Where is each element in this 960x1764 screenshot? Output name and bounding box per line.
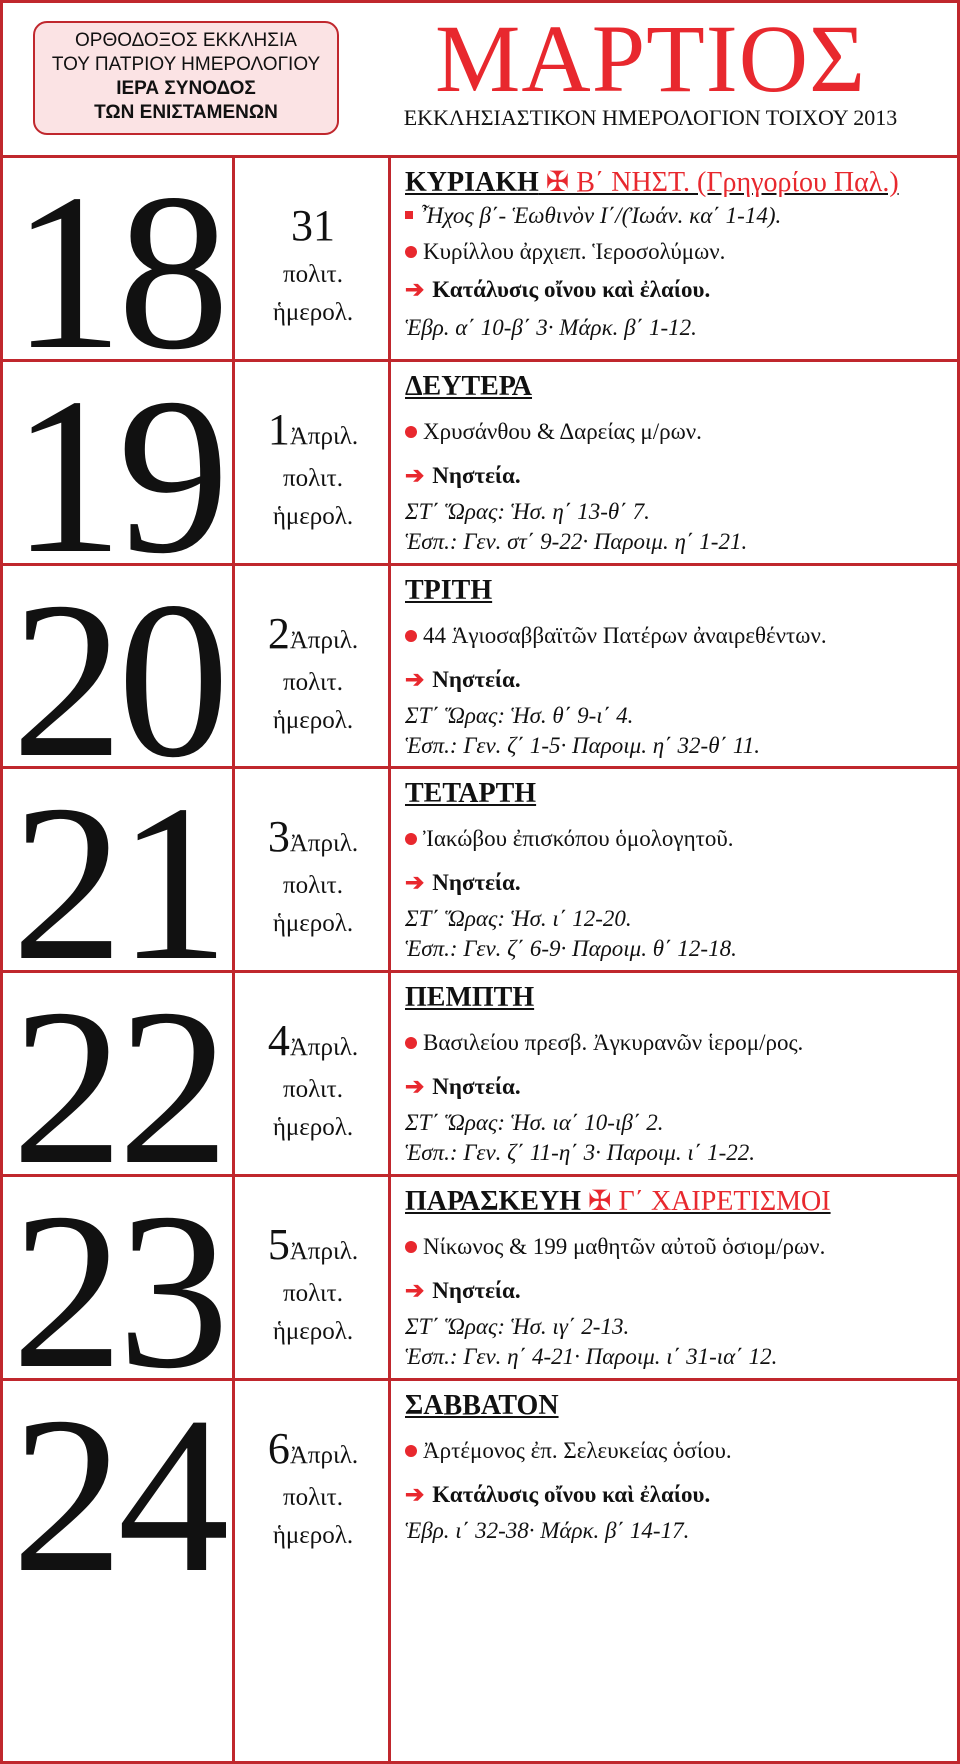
reading-1 <box>405 1517 689 1545</box>
old-date <box>235 1221 391 1276</box>
calendar-subtitle: ΕΚΚΛΗΣΙΑΣΤΙΚΟΝ ΗΜΕΡΟΛΟΓΙΟΝ ΤΟΙΧΟΥ 2013 <box>403 105 898 130</box>
day-name <box>405 370 532 404</box>
old-day: 3 <box>267 812 290 861</box>
saint-line-text: Κυρίλλου ἀρχιεπ. Ἱεροσολύμων. <box>423 239 726 264</box>
saint-line <box>405 1029 803 1057</box>
red-dot-bullet-icon <box>405 426 417 438</box>
reading-2 <box>405 935 737 963</box>
civil-label: πολιτ. <box>283 872 343 899</box>
saint-line <box>405 238 725 266</box>
reading-1-text: Ἑβρ. ι΄ 32-38· Μάρκ. β΄ 14-17. <box>405 1518 690 1543</box>
day-name-extra: ✠ Β΄ ΝΗΣΤ. (Γρηγορίου Παλ.) <box>538 167 899 198</box>
church-line-2: ΤΟΥ ΠΑΤΡΙΟΥ ΗΜΕΡΟΛΟΓΙΟΥ <box>51 54 321 75</box>
old-date <box>235 1425 391 1480</box>
red-arrow-icon: ➔ <box>405 1482 425 1507</box>
red-arrow-icon: ➔ <box>405 463 425 488</box>
old-day: 1 <box>267 405 290 454</box>
reading-2-text: Ἑσπ.: Γεν. στ΄ 9-22· Παροιμ. η΄ 1-21. <box>405 529 748 554</box>
reading-2-text: Ἑσπ.: Γεν. ζ΄ 11-η΄ 3· Παροιμ. ι΄ 1-22. <box>405 1140 756 1165</box>
saint-line-text: 44 Ἁγιοσαββαϊτῶν Πατέρων ἀναιρεθέντων. <box>423 623 827 648</box>
red-arrow-icon: ➔ <box>405 870 425 895</box>
reading-2 <box>405 1139 755 1167</box>
civil-label: πολιτ. <box>283 1484 343 1511</box>
reading-1-text: ΣΤ΄ Ὥρας: Ἡσ. θ΄ 9-ι΄ 4. <box>405 703 634 728</box>
fast-line <box>405 276 710 304</box>
saint-line-text: Ἰακώβου ἐπισκόπου ὁμολογητοῦ. <box>423 826 734 851</box>
fast-line-text: Κατάλυσις οἴνου καὶ ἐλαίου. <box>432 277 711 302</box>
old-day: 2 <box>267 609 290 658</box>
day-name-text: ΤΡΙΤΗ <box>405 575 493 606</box>
day-content <box>405 973 953 1174</box>
day-name <box>405 1389 559 1423</box>
red-dot-bullet-icon <box>405 1445 417 1457</box>
old-date <box>235 406 391 461</box>
church-box <box>33 21 339 135</box>
fast-line-text: Νηστεία. <box>432 1074 521 1099</box>
old-month: Ἀπριλ. <box>289 830 359 857</box>
red-dot-bullet-icon <box>405 246 417 258</box>
day-name-text: ΚΥΡΙΑΚΗ <box>405 167 539 198</box>
old-calendar-date <box>235 566 391 766</box>
tone-note <box>405 202 781 230</box>
old-calendar-date <box>235 973 391 1174</box>
red-arrow-icon: ➔ <box>405 277 425 302</box>
church-line-4: ΤΩΝ ΕΝΙΣΤΑΜΕΝΩΝ <box>94 102 278 123</box>
day-name <box>405 777 536 811</box>
day-number: 19 <box>3 362 235 563</box>
day-content <box>405 769 953 970</box>
saint-line <box>405 418 702 446</box>
red-dot-bullet-icon <box>405 1241 417 1253</box>
church-line-3: ΙΕΡΑ ΣΥΝΟΔΟΣ <box>116 78 256 99</box>
day-number: 22 <box>3 973 235 1174</box>
day-content <box>405 566 953 766</box>
day-name <box>405 981 534 1015</box>
reading-1-text: Ἑβρ. α΄ 10-β΄ 3· Μάρκ. β΄ 1-12. <box>405 315 697 340</box>
fast-line <box>405 1481 710 1509</box>
reading-1 <box>405 1313 629 1341</box>
red-dot-bullet-icon <box>405 630 417 642</box>
old-calendar-date <box>235 158 391 359</box>
day-name <box>405 166 899 200</box>
old-month: Ἀπριλ. <box>289 423 359 450</box>
calendar-label: ἡμερολ. <box>272 1114 354 1141</box>
day-name-extra: ✠ Γ΄ ΧΑΙΡΕΤΙΣΜΟΙ <box>580 1186 831 1217</box>
old-day: 31 <box>291 201 335 250</box>
civil-label: πολιτ. <box>283 465 343 492</box>
saint-line <box>405 825 733 853</box>
church-line-1: ΟΡΘΟΔΟΞΟΣ ΕΚΚΛΗΣΙΑ <box>75 30 297 51</box>
reading-1-text: ΣΤ΄ Ὥρας: Ἡσ. ι΄ 12-20. <box>405 906 632 931</box>
old-month: Ἀπριλ. <box>289 1442 359 1469</box>
reading-2-text: Ἑσπ.: Γεν. η΄ 4-21· Παροιμ. ι΄ 31-ια΄ 12. <box>405 1344 778 1369</box>
saint-line-text: Χρυσάνθου & Δαρείας μ/ρων. <box>423 419 702 444</box>
day-name <box>405 1185 831 1219</box>
reading-1 <box>405 498 650 526</box>
header <box>3 3 957 158</box>
day-name-text: ΤΕΤΑΡΤΗ <box>405 778 537 809</box>
day-number: 24 <box>3 1381 235 1761</box>
reading-1 <box>405 314 697 342</box>
day-content <box>405 1177 953 1378</box>
day-number: 23 <box>3 1177 235 1378</box>
reading-1 <box>405 905 632 933</box>
reading-1-text: ΣΤ΄ Ὥρας: Ἡσ. η΄ 13-θ΄ 7. <box>405 499 650 524</box>
civil-label: πολιτ. <box>283 1280 343 1307</box>
old-day: 6 <box>267 1424 290 1473</box>
old-date <box>235 1017 391 1072</box>
old-month: Ἀπριλ. <box>289 1034 359 1061</box>
fast-line-text: Νηστεία. <box>432 463 521 488</box>
red-arrow-icon: ➔ <box>405 1074 425 1099</box>
day-number: 18 <box>3 158 235 359</box>
old-month: Ἀπριλ. <box>289 1238 359 1265</box>
calendar-label: ἡμερολ. <box>272 1318 354 1345</box>
month-title: ΜΑΡΤΙΟΣ <box>435 5 866 112</box>
reading-1 <box>405 1109 663 1137</box>
saint-line-text: Βασιλείου πρεσβ. Ἀγκυρανῶν ἱερομ/ρος. <box>423 1030 804 1055</box>
civil-label: πολιτ. <box>283 669 343 696</box>
old-calendar-date <box>235 1381 391 1761</box>
red-dot-bullet-icon <box>405 833 417 845</box>
tone-note-text: Ἦχος β΄- Ἑωθινὸν Ι΄/(Ἰωάν. κα΄ 1-14). <box>421 203 782 228</box>
day-name <box>405 574 492 608</box>
calendar-label: ἡμερολ. <box>272 299 354 326</box>
saint-line <box>405 1233 825 1261</box>
old-day: 5 <box>267 1220 290 1269</box>
saint-line-text: Ἀρτέμονος ἐπ. Σελευκείας ὁσίου. <box>423 1438 732 1463</box>
reading-2 <box>405 528 747 556</box>
day-name-text: ΠΕΜΠΤΗ <box>405 982 535 1013</box>
reading-1-text: ΣΤ΄ Ὥρας: Ἡσ. ιγ΄ 2-13. <box>405 1314 630 1339</box>
calendar-label: ἡμερολ. <box>272 707 354 734</box>
red-arrow-icon: ➔ <box>405 1278 425 1303</box>
saint-line <box>405 1437 732 1465</box>
fast-line <box>405 462 521 490</box>
fast-line <box>405 1277 521 1305</box>
civil-label: πολιτ. <box>283 1076 343 1103</box>
fast-line-text: Νηστεία. <box>432 667 521 692</box>
old-day: 4 <box>267 1016 290 1065</box>
calendar-label: ἡμερολ. <box>272 1522 354 1549</box>
red-dot-bullet-icon <box>405 1037 417 1049</box>
day-number: 21 <box>3 769 235 970</box>
old-calendar-date <box>235 769 391 970</box>
red-square-bullet-icon <box>405 211 413 219</box>
day-content <box>405 362 953 563</box>
fast-line <box>405 869 521 897</box>
day-content <box>405 1381 953 1761</box>
old-month: Ἀπριλ. <box>289 627 359 654</box>
old-date <box>235 202 391 257</box>
reading-2-text: Ἑσπ.: Γεν. ζ΄ 1-5· Παροιμ. η΄ 32-θ΄ 11. <box>405 733 760 758</box>
old-date <box>235 813 391 868</box>
old-calendar-date <box>235 362 391 563</box>
reading-1 <box>405 702 633 730</box>
fast-line-text: Νηστεία. <box>432 870 521 895</box>
day-name-text: ΣΑΒΒΑΤΟΝ <box>405 1390 559 1421</box>
reading-2-text: Ἑσπ.: Γεν. ζ΄ 6-9· Παροιμ. θ΄ 12-18. <box>405 936 737 961</box>
day-name-text: ΔΕΥΤΕΡΑ <box>405 371 533 402</box>
reading-2 <box>405 732 760 760</box>
red-arrow-icon: ➔ <box>405 667 425 692</box>
calendar-label: ἡμερολ. <box>272 503 354 530</box>
calendar-label: ἡμερολ. <box>272 910 354 937</box>
fast-line-text: Κατάλυσις οἴνου καὶ ἐλαίου. <box>432 1482 711 1507</box>
day-row-24 <box>3 1371 957 1761</box>
reading-1-text: ΣΤ΄ Ὥρας: Ἡσ. ια΄ 10-ιβ΄ 2. <box>405 1110 664 1135</box>
day-content <box>405 158 953 359</box>
fast-line-text: Νηστεία. <box>432 1278 521 1303</box>
saint-line <box>405 622 827 650</box>
old-date <box>235 610 391 665</box>
saint-line-text: Νίκωνος & 199 μαθητῶν αὐτοῦ ὁσιομ/ρων. <box>423 1234 826 1259</box>
day-name-text: ΠΑΡΑΣΚΕΥΗ <box>405 1186 581 1217</box>
reading-2 <box>405 1343 777 1371</box>
fast-line <box>405 666 521 694</box>
civil-label: πολιτ. <box>283 261 343 288</box>
old-calendar-date <box>235 1177 391 1378</box>
day-number: 20 <box>3 566 235 766</box>
fast-line <box>405 1073 521 1101</box>
